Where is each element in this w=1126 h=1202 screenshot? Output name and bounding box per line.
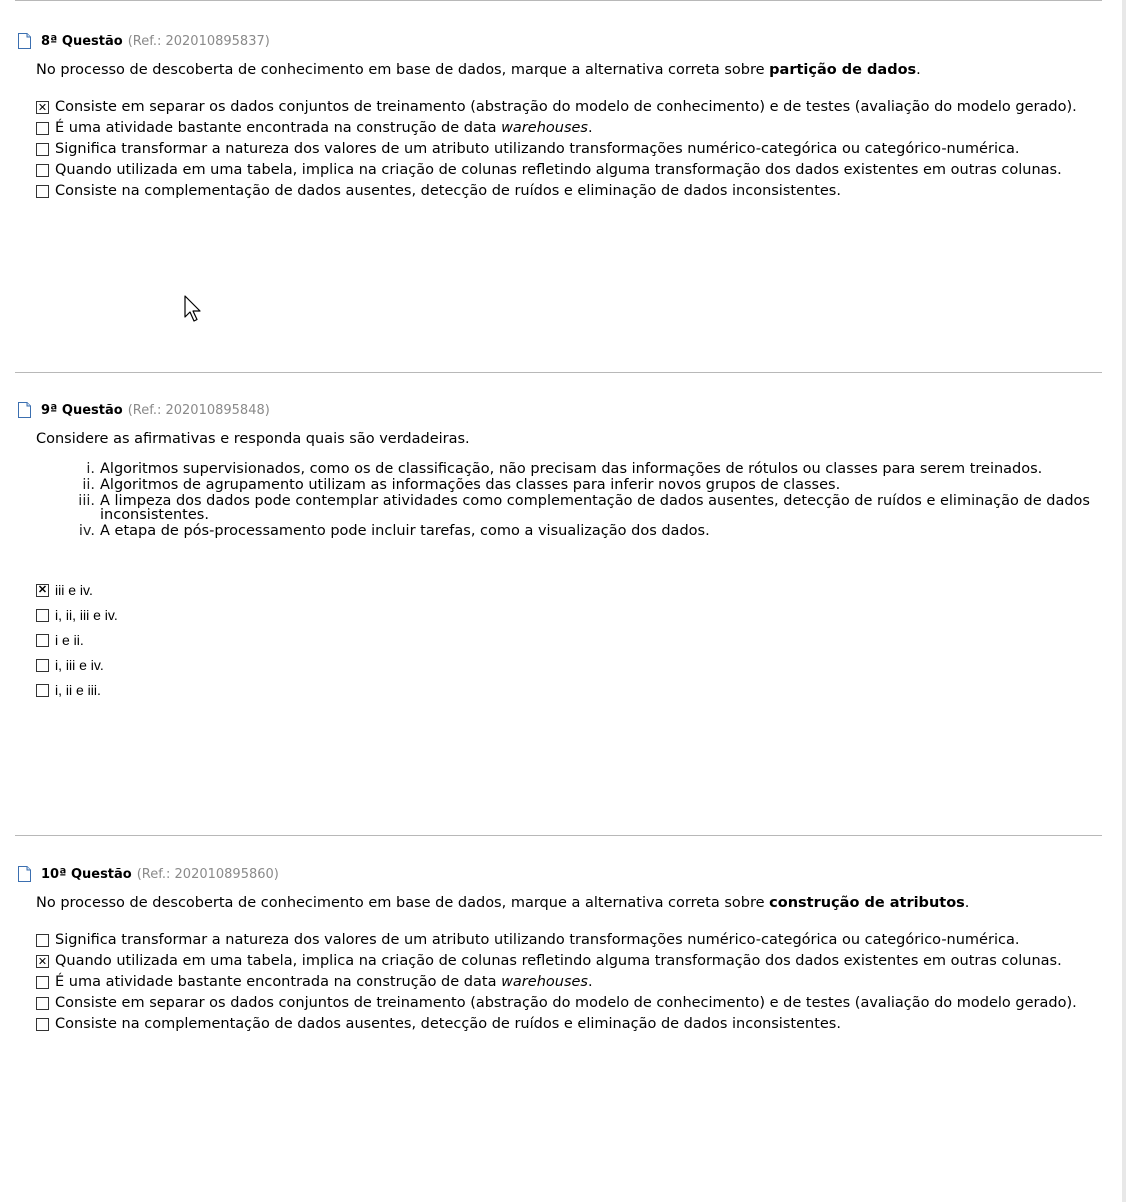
- mouse-cursor-icon: [184, 295, 206, 325]
- answer-checkbox[interactable]: [36, 164, 49, 177]
- document-icon: [18, 33, 31, 49]
- answer-checkbox[interactable]: [36, 934, 49, 947]
- answer-checkbox[interactable]: [36, 659, 49, 672]
- scrollbar-edge[interactable]: [1122, 0, 1126, 1202]
- list-item: i. Algoritmos supervisionados, como os de classificação, não precisam das informações de rótulos ou classes para serem treinados.: [86, 461, 1043, 477]
- answer-checkbox[interactable]: [36, 684, 49, 697]
- question-number: 10ª Questão: [41, 866, 132, 882]
- question-text: No processo de descoberta de conhecimento em base de dados, marque a alternativa correta sobre construção de atributos.: [36, 895, 970, 911]
- answer-checkbox[interactable]: [36, 955, 49, 968]
- alternative[interactable]: i, ii e iii.: [35, 682, 1090, 698]
- alternative[interactable]: i, iii e iv.: [35, 657, 1090, 673]
- alternative[interactable]: i e ii.: [35, 632, 1090, 648]
- alternative[interactable]: Quando utilizada em uma tabela, implica na criação de colunas refletindo alguma transformação dos dados existentes em outras colunas.: [35, 162, 1090, 178]
- answer-checkbox[interactable]: [36, 976, 49, 989]
- alternatives: [35, 582, 1090, 698]
- question-keyword: partição de dados: [769, 62, 917, 78]
- divider: [15, 835, 1102, 836]
- document-icon: [18, 402, 31, 418]
- question-9: [15, 399, 1090, 707]
- question-8: [15, 30, 1090, 204]
- question-ref: (Ref.: 202010895837): [127, 33, 270, 49]
- alternative[interactable]: ✕ Quando utilizada em uma tabela, implica na criação de colunas refletindo alguma transformação dos dados existentes em outras colunas.: [35, 953, 1090, 969]
- question-number: 9ª Questão: [41, 402, 123, 418]
- alternative[interactable]: Significa transformar a natureza dos valores de um atributo utilizando transformações numérico-categórica ou categórico-numérica.: [35, 141, 1090, 157]
- question-ref: (Ref.: 202010895848): [127, 402, 270, 418]
- document-icon: [18, 866, 31, 882]
- alternative[interactable]: É uma atividade bastante encontrada na construção de data warehouses.: [35, 120, 1090, 136]
- list-item: ii. Algoritmos de agrupamento utilizam as informações das classes para inferir novos grupos de classes.: [82, 477, 841, 493]
- answer-checkbox[interactable]: [36, 185, 49, 198]
- alternative[interactable]: Significa transformar a natureza dos valores de um atributo utilizando transformações numérico-categórica ou categórico-numérica.: [35, 932, 1090, 948]
- alternatives: [35, 99, 1090, 199]
- answer-checkbox[interactable]: [36, 1018, 49, 1031]
- answer-checkbox[interactable]: [36, 101, 49, 114]
- alternative[interactable]: i, ii, iii e iv.: [35, 607, 1090, 623]
- answer-checkbox[interactable]: [36, 122, 49, 135]
- answer-checkbox[interactable]: [36, 584, 49, 597]
- alternative[interactable]: Consiste na complementação de dados ausentes, detecção de ruídos e eliminação de dados inconsistentes.: [35, 1016, 1090, 1032]
- alternative[interactable]: ✕ iii e iv.: [35, 582, 1090, 598]
- question-text: Considere as afirmativas e responda quais são verdadeiras.: [36, 431, 470, 447]
- question-header: [15, 399, 1090, 421]
- question-ref: (Ref.: 202010895860): [136, 866, 279, 882]
- question-number: 8ª Questão: [41, 33, 123, 49]
- alternative[interactable]: É uma atividade bastante encontrada na construção de data warehouses.: [35, 974, 1090, 990]
- alternative[interactable]: Consiste em separar os dados conjuntos de treinamento (abstração do modelo de conhecimento) e de testes (avaliação do modelo gerado).: [35, 995, 1090, 1011]
- divider: [15, 0, 1102, 1]
- list-item: iii. A limpeza dos dados pode contemplar atividades como complementação de dados ausentes, detecção de ruídos e eliminação de dados inconsistentes.: [78, 493, 1090, 523]
- question-header: [15, 30, 1090, 52]
- statements-list: [75, 462, 1090, 538]
- list-item: iv. A etapa de pós-processamento pode incluir tarefas, como a visualização dos dados.: [78, 523, 710, 539]
- question-keyword: construção de atributos: [769, 895, 965, 911]
- alternative[interactable]: ✕ Consiste em separar os dados conjuntos de treinamento (abstração do modelo de conhecimento) e de testes (avaliação do modelo gerado).: [35, 99, 1090, 115]
- alternatives: [35, 932, 1090, 1032]
- answer-checkbox[interactable]: [36, 143, 49, 156]
- answer-checkbox[interactable]: [36, 997, 49, 1010]
- answer-checkbox[interactable]: [36, 609, 49, 622]
- question-text: No processo de descoberta de conhecimento em base de dados, marque a alternativa correta sobre partição de dados.: [36, 62, 921, 78]
- question-header: [15, 863, 1090, 885]
- alternative[interactable]: Consiste na complementação de dados ausentes, detecção de ruídos e eliminação de dados inconsistentes.: [35, 183, 1090, 199]
- divider: [15, 372, 1102, 373]
- answer-checkbox[interactable]: [36, 634, 49, 647]
- question-10: [15, 863, 1090, 1037]
